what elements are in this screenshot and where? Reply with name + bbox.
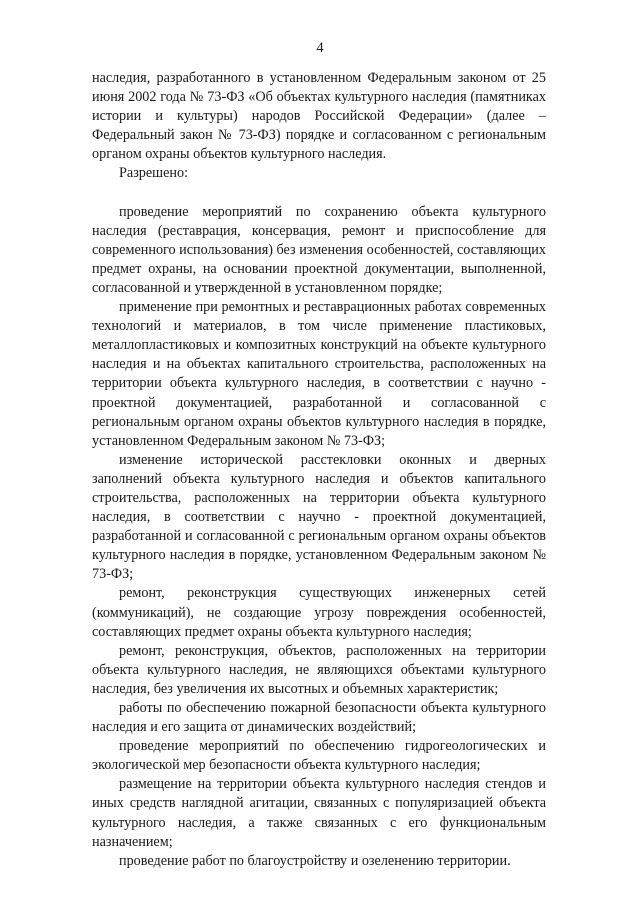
permitted-item-utilities: ремонт, реконструкция существующих инженерных сетей (коммуникаций), не создающие угрозу повреждения особенностей, составляющих предмет охраны объекта культурного наследия; [92, 585, 546, 640]
paragraph-spacer [92, 184, 546, 203]
permitted-item-preservation: проведение мероприятий по сохранению объекта культурного наследия (реставрация, консервация, ремонт и приспособление для современного использования) без изменения особенностей, составляющих предмет охраны, на основании проектной документации, выполненной, согласованной и утвержденной в установленном порядке; [92, 203, 546, 296]
permitted-item-fire-safety: работы по обеспечению пожарной безопасности объекта культурного наследия и его защита от динамических воздействий; [92, 700, 546, 736]
permitted-item-glazing: изменение исторической расстекловки оконных и дверных заполнений объекта культурного наследия и объектов капитального строительства, расположенных на территории объекта культурного наследия, в соответствии с научно - проектной документацией, разработанной и согласованной с региональным органом охраны объектов культурного наследия в порядке, установленном Федеральным законом № 73-ФЗ; [92, 451, 546, 583]
page-number: 4 [316, 40, 324, 56]
permitted-item-modern-materials: применение при ремонтных и реставрационных работах современных технологий и материалов, в том числе применение пластиковых, металлопластиковых и композитных конструкций на объекте культурного наследия и на объектах капитального строительства, расположенных на территории объекта культурного наследия, в соответствии с научно - проектной документацией, разработанной и согласованной с региональным органом охраны объектов культурного наследия в порядке, установленном Федеральным законом № 73-ФЗ; [92, 299, 546, 449]
permitted-heading: Разрешено: [119, 165, 189, 182]
permitted-item-hydrogeology: проведение мероприятий по обеспечению гидрогеологических и экологической мер безопасности объекта культурного наследия; [92, 738, 546, 774]
permitted-item-landscaping: проведение работ по благоустройству и озеленению территории. [119, 852, 511, 869]
permitted-item-reconstruction: ремонт, реконструкция, объектов, расположенных на территории объекта культурного наследия, не являющихся объектами культурного наследия, без увеличения их высотных и объемных характеристик; [92, 642, 546, 697]
permitted-item-stands: размещение на территории объекта культурного наследия стендов и иных средств наглядной агитации, связанных с популяризацией объекта культурного наследия, а также связанных с его функциональным назначением; [92, 776, 546, 850]
document-body [92, 69, 546, 871]
continuation-paragraph: наследия, разработанного в установленном Федеральным законом от 25 июня 2002 года № 73-ФЗ «Об объектах культурного наследия (памятниках истории и культуры) народов Российской Федерации» (далее – Федеральный закон № 73-ФЗ) порядке и согласованном с региональным органом охраны объектов культурного наследия. [92, 70, 546, 163]
